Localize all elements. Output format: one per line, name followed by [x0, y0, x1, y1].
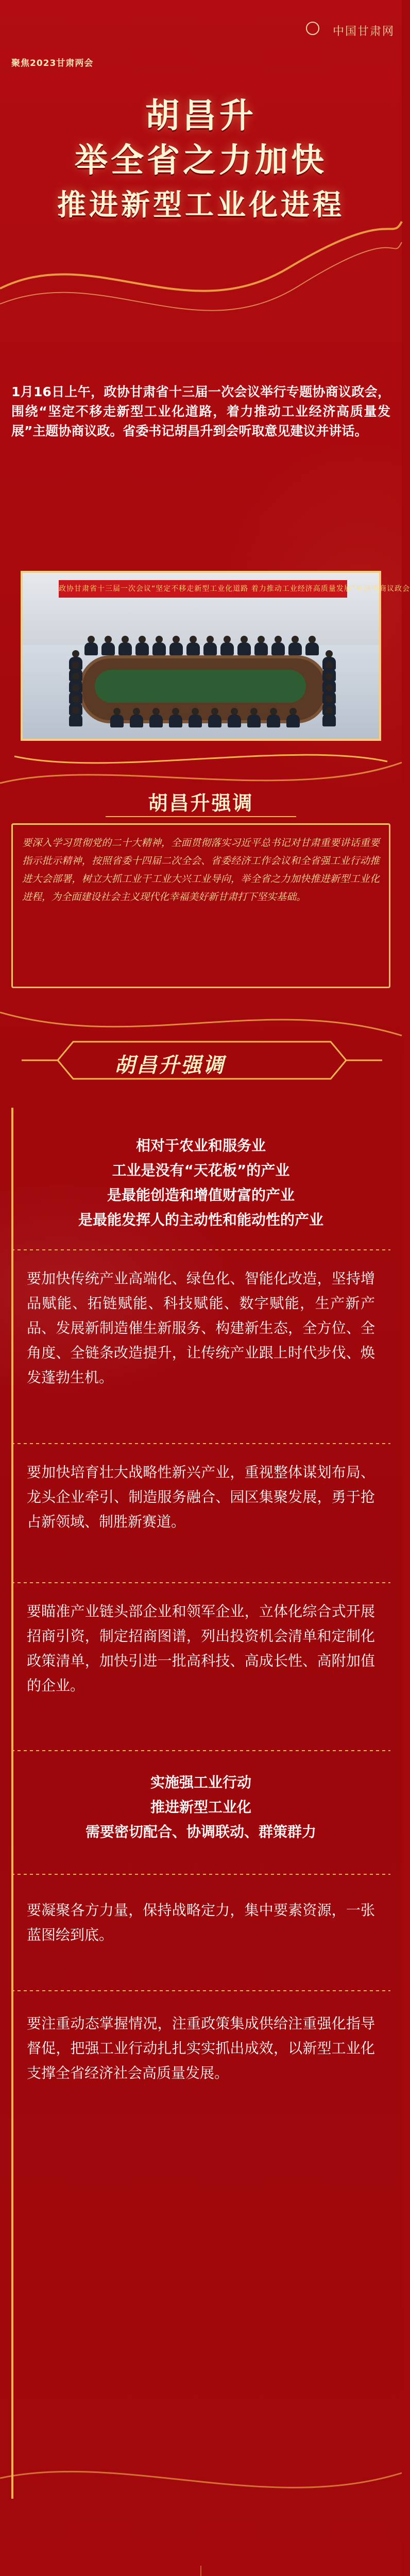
attendee-figure	[169, 708, 182, 727]
content-card-6: 要凝聚各方力量，保持战略定力，集中要素资源，一张蓝图绘到底。	[27, 1902, 375, 1943]
photo-table-center	[95, 670, 306, 703]
content-card-3: 要加快培育壮大战略性新兴产业，重视整体谋划布局、龙头企业牵引、制造服务融合、园区集聚发展，勇于抢占新领域、制胜新赛道。	[27, 1464, 375, 1530]
attendee-figure	[152, 636, 166, 655]
divider-1	[11, 1247, 390, 1253]
section2-heading	[11, 1026, 392, 1094]
photo-ribbon	[14, 741, 387, 782]
bottom-illustration-bg	[0, 2504, 402, 2576]
attendee-figure	[271, 636, 285, 655]
attendee-figure	[254, 636, 268, 655]
attendee-figure	[237, 636, 251, 655]
content-card-5	[11, 1770, 390, 1844]
card5-line-1: 实施强工业行动	[150, 1774, 251, 1791]
content-card-1	[11, 1133, 390, 1232]
attendee-figure	[267, 708, 280, 727]
attendee-figure	[322, 707, 336, 726]
attendee-figure	[208, 708, 221, 727]
attendee-figure	[288, 636, 302, 655]
content-card-7: 要注重动态掌握情况，注重政策集成供给注重强化指导督促，把强工业行动扎扎实实抓出成效，以新型工业化支撑全省经济社会高质量发展。	[27, 2015, 375, 2081]
title-line-1: 胡昌升	[145, 96, 257, 135]
card1-line-2: 工业是没有“天花板”的产业	[112, 1162, 290, 1179]
bottom-illustration	[0, 2504, 402, 2576]
lede-paragraph: 1月16日上午，政协甘肃省十三届一次会议举行专题协商议政会，围绕“坚定不移走新型工业化道路，着力推动工业经济高质量发展”主题协商议政。省委书记胡昌升到会听取意见建议并讲话。	[11, 384, 390, 438]
card1-line-4: 是最能发挥人的主动性和能动性的产业	[78, 1211, 323, 1228]
divider-3	[11, 1580, 390, 1586]
content-card-2: 要加快传统产业高端化、绿色化、智能化改造，坚持增品赋能、拓链赋能、科技赋能、数字赋能，生产新产品、发展新制造催生新服务、构建新生态，全方位、全角度、全链条改造提升，让传统产业跟上时代步伐、焕发蓬勃生机。	[27, 1270, 375, 1386]
attendee-figure	[110, 708, 124, 727]
divider-2	[11, 1440, 390, 1447]
attendee-figure	[305, 636, 319, 655]
attendee-figure	[286, 708, 300, 727]
logo-icon	[306, 22, 319, 35]
card1-line-1: 相对于农业和服务业	[135, 1137, 266, 1154]
section1-title: 胡昌升强调	[148, 792, 254, 815]
attendee-figure	[130, 708, 143, 727]
attendee-figure	[149, 708, 163, 727]
card5-line-2: 推进新型工业化	[150, 1799, 251, 1816]
attendee-figure	[186, 636, 200, 655]
divider-4	[11, 1748, 390, 1754]
attendee-figure	[101, 636, 115, 655]
attendee-figure	[135, 636, 149, 655]
attendee-figure	[203, 636, 217, 655]
card1-line-3: 是最能创造和增值财富的产业	[107, 1187, 295, 1204]
attendee-figure	[220, 636, 234, 655]
title-line-2: 举全省之力加快	[75, 142, 327, 180]
divider-5	[11, 1871, 390, 1877]
attendee-figure	[84, 636, 98, 655]
attendee-figure	[228, 708, 241, 727]
section2-title: 胡昌升强调	[114, 1054, 225, 1077]
photo-banner	[59, 580, 410, 598]
kicker: 聚焦2023甘肃两会	[11, 58, 94, 69]
attendee-figure	[189, 708, 202, 727]
logo-label: 中国甘肃网	[333, 25, 395, 38]
attendee-figure	[247, 708, 261, 727]
section1-heading	[0, 787, 402, 816]
attendee-figure	[69, 707, 82, 726]
photo-banner-text: 政协甘肃省十三届一次会议“坚定不移走新型工业化道路 着力推动工业经济高质量发展”专题协商议政会	[59, 585, 410, 593]
content-card-4: 要瞄准产业链头部企业和领军企业，立体化综合式开展招商引资，制定招商图谱，列出投资机会清单和定制化政策清单，加快引进一批高科技、高成长性、高附加值的企业。	[27, 1603, 375, 1694]
page-title	[0, 95, 402, 223]
card5-line-3: 需要密切配合、协调联动、群策群力	[85, 1823, 316, 1840]
quote-box	[11, 823, 390, 988]
section1-underline	[106, 814, 296, 819]
title-line-3: 推进新型工业化进程	[57, 188, 345, 222]
divider-6	[11, 1988, 390, 1994]
quote-text: 要深入学习贯彻党的二十大精神，全面贯彻落实习近平总书记对甘肃重要讲话重要指示批示精神，按照省委十四届二次全会、省委经济工作会议和全省强工业行动推进大会部署，树立大抓工业干工业大兴工业导向，举全省之力加快推进新型工业化进程，为全面建设社会主义现代化幸福美好新甘肃打下坚实基础。	[22, 837, 380, 903]
attendee-figure	[169, 636, 183, 655]
meeting-photo	[21, 571, 410, 741]
attendee-figure	[118, 636, 132, 655]
